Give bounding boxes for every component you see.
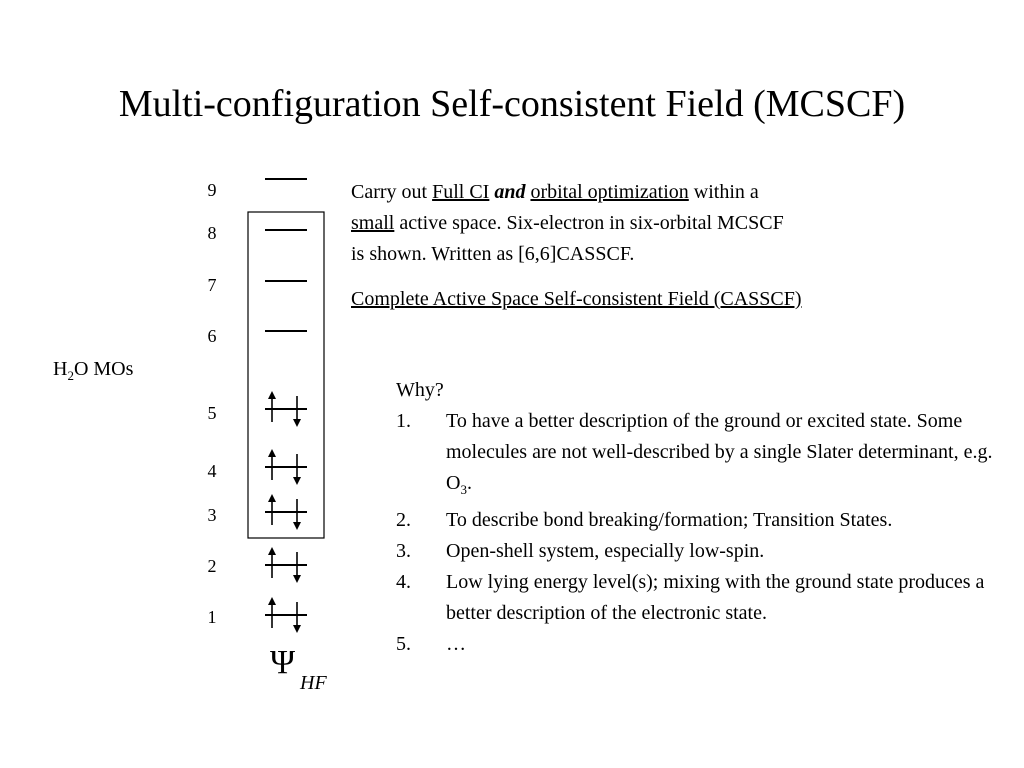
psi-symbol: Ψ — [270, 644, 296, 681]
why-item-1 — [396, 406, 996, 505]
why-item-text: Low lying energy level(s); mixing with the ground state produces a better description of the electronic state. — [446, 571, 985, 624]
psi-subscript: HF — [300, 672, 327, 694]
orbital-number-9: 9 — [207, 180, 217, 200]
intro-line-1 — [351, 177, 991, 208]
intro-text-a: Carry out — [351, 181, 433, 203]
orbital-number-5: 5 — [207, 403, 217, 423]
orbital-number-6: 6 — [207, 326, 217, 346]
why-item-number: 1. — [396, 410, 411, 432]
slide-title: Multi-configuration Self-consistent Field (MCSCF) — [118, 83, 906, 125]
orbital-optimization-text: orbital optimization — [530, 181, 689, 203]
intro-text-c: active space. Six-electron in six-orbital MCSCF — [394, 212, 784, 234]
orbital-number-1: 1 — [207, 607, 217, 627]
orbital-number-4: 4 — [207, 461, 217, 481]
why-item-text — [446, 406, 996, 505]
active-space-box — [248, 212, 324, 538]
small-text: small — [351, 212, 395, 234]
why-item-2 — [396, 505, 996, 536]
orbital-level-3 — [265, 498, 307, 526]
why-item-number: 2. — [396, 509, 411, 531]
why-item-1-text: To have a better description of the ground or excited state. Some molecules are not well-described by a single Slater determinant, e.g. O — [446, 410, 993, 494]
orbital-level-4 — [265, 453, 307, 481]
orbital-number-7: 7 — [207, 275, 217, 295]
mo-label-h: H — [53, 358, 68, 380]
orbital-number-8: 8 — [207, 223, 217, 243]
why-item-number: 5. — [396, 633, 411, 655]
why-item-3 — [396, 536, 996, 567]
mo-label-rest: O MOs — [73, 358, 134, 380]
and-text: and — [494, 181, 526, 203]
why-heading: Why? — [396, 379, 444, 401]
intro-paragraph — [351, 177, 991, 270]
orbital-number-2: 2 — [207, 556, 217, 576]
orbital-level-2 — [265, 551, 307, 579]
orbital-number-3: 3 — [207, 505, 217, 525]
mo-label-subscript: 2 — [67, 368, 74, 383]
why-item-text: … — [446, 633, 466, 655]
intro-text-b: within a — [688, 181, 759, 203]
why-item-5 — [396, 629, 996, 660]
why-item-number: 4. — [396, 571, 411, 593]
why-item-text: To describe bond breaking/formation; Transition States. — [446, 509, 893, 531]
why-item-1-tail: . — [466, 472, 472, 494]
casscf-definition: Complete Active Space Self-consistent Field (CASSCF) — [351, 288, 802, 310]
why-item-4 — [396, 567, 996, 629]
why-item-text: Open-shell system, especially low-spin. — [446, 540, 765, 562]
why-item-1-subscript: 3 — [460, 482, 467, 497]
mo-label — [53, 358, 133, 384]
intro-line-3: is shown. Written as [6,6]CASSCF. — [351, 243, 635, 265]
full-ci-text: Full CI — [432, 181, 490, 203]
why-item-number: 3. — [396, 540, 411, 562]
intro-line-2 — [351, 208, 991, 239]
orbital-level-1 — [265, 601, 307, 629]
orbital-level-5 — [265, 395, 307, 423]
why-list — [396, 375, 996, 660]
